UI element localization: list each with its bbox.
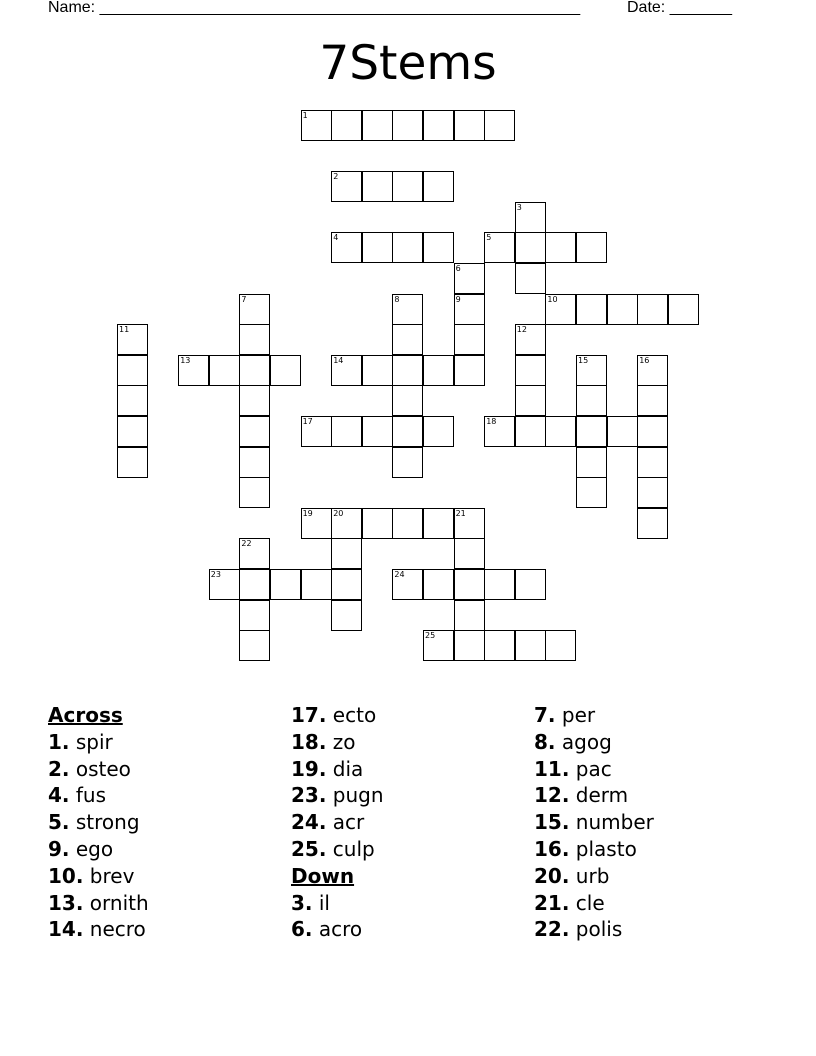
clue-item-number: 10. — [48, 863, 84, 888]
clue-number: 10 — [547, 294, 558, 304]
grid-cell[interactable] — [331, 355, 362, 386]
grid-cell[interactable] — [331, 110, 362, 141]
clue-item — [291, 782, 384, 809]
clue-item-number: 3. — [291, 890, 313, 915]
clue-item-text: agog — [561, 729, 612, 754]
clue-item-number: 19. — [291, 756, 327, 781]
clue-number: 3 — [516, 202, 522, 212]
clue-item-number: 8. — [534, 729, 556, 754]
date-line: _______ — [669, 0, 732, 16]
clues-column-2 — [291, 702, 384, 943]
grid-cell[interactable] — [454, 569, 485, 600]
grid-cell[interactable] — [239, 538, 270, 569]
grid-cell[interactable] — [515, 263, 546, 294]
grid-cell[interactable] — [301, 508, 332, 539]
grid-cell[interactable] — [117, 355, 148, 386]
grid-cell[interactable] — [392, 508, 423, 539]
clue-item-text: per — [561, 703, 596, 727]
grid-cell[interactable] — [545, 232, 576, 263]
grid-cell[interactable] — [239, 477, 270, 508]
grid-cell[interactable] — [239, 416, 270, 447]
grid-cell[interactable] — [239, 600, 270, 631]
grid-cell[interactable] — [515, 355, 546, 386]
grid-cell[interactable] — [239, 447, 270, 478]
grid-cell[interactable] — [209, 569, 240, 600]
grid-cell[interactable] — [454, 355, 485, 386]
clue-item-number: 21. — [534, 890, 570, 915]
grid-cell[interactable] — [362, 416, 393, 447]
clue-item — [291, 890, 384, 917]
clue-number: 7 — [241, 294, 247, 304]
grid-cell[interactable] — [331, 538, 362, 569]
grid-cell[interactable] — [454, 263, 485, 294]
clue-number: 19 — [302, 508, 313, 518]
grid-cell[interactable] — [392, 385, 423, 416]
clue-number: 20 — [333, 508, 344, 518]
grid-cell[interactable] — [515, 232, 546, 263]
grid-cell[interactable] — [484, 569, 515, 600]
grid-cell[interactable] — [576, 232, 607, 263]
grid-cell[interactable] — [637, 508, 668, 539]
clue-item-text: urb — [575, 863, 610, 888]
clue-item-text: strong — [75, 810, 140, 835]
clue-number: 6 — [455, 264, 461, 273]
grid-cell[interactable] — [331, 171, 362, 202]
clue-item — [534, 782, 654, 809]
clue-number: 17 — [302, 417, 313, 426]
clue-item-text: polis — [575, 917, 623, 942]
clue-item-number: 6. — [291, 917, 313, 942]
clue-item-text: cle — [575, 890, 605, 915]
clue-item-text: derm — [575, 783, 629, 808]
clue-item — [48, 916, 149, 943]
grid-cell[interactable] — [239, 569, 270, 600]
clue-number: 13 — [180, 355, 191, 365]
clue-number: 2 — [333, 172, 339, 182]
clue-number: 9 — [455, 294, 461, 304]
clue-item-number: 5. — [48, 810, 70, 835]
grid-cell[interactable] — [392, 110, 423, 141]
clue-item-number: 20. — [534, 863, 570, 888]
grid-cell[interactable] — [607, 294, 638, 325]
grid-cell[interactable] — [576, 294, 607, 325]
grid-cell[interactable] — [117, 447, 148, 478]
clue-item — [534, 863, 654, 890]
clue-item — [534, 729, 654, 756]
clue-number: 5 — [486, 233, 492, 243]
grid-cell[interactable] — [423, 630, 454, 661]
grid-cell[interactable] — [515, 630, 546, 661]
clue-item — [534, 836, 654, 863]
grid-cell[interactable] — [362, 171, 393, 202]
grid-cell[interactable] — [239, 630, 270, 661]
grid-cell[interactable] — [331, 569, 362, 600]
clue-item-number: 7. — [534, 703, 556, 727]
grid-cell[interactable] — [484, 630, 515, 661]
grid-cell[interactable] — [117, 416, 148, 447]
clue-item — [48, 782, 149, 809]
clue-item — [534, 756, 654, 783]
grid-cell[interactable] — [576, 477, 607, 508]
grid-cell[interactable] — [423, 569, 454, 600]
grid-cell[interactable] — [545, 294, 576, 325]
clue-item-text: acr — [332, 810, 365, 835]
grid-cell[interactable] — [423, 355, 454, 386]
clue-item-number: 1. — [48, 729, 70, 754]
clue-item-number: 24. — [291, 810, 327, 835]
grid-cell[interactable] — [423, 110, 454, 141]
grid-cell[interactable] — [637, 447, 668, 478]
grid-cell[interactable] — [607, 416, 638, 447]
clue-item-text: zo — [332, 729, 356, 754]
grid-cell[interactable] — [178, 355, 209, 386]
clue-item-number: 9. — [48, 836, 70, 861]
clue-item — [48, 756, 149, 783]
grid-cell[interactable] — [301, 110, 332, 141]
grid-cell[interactable] — [239, 294, 270, 325]
clue-item-text: acro — [318, 917, 363, 942]
clue-item-number: 25. — [291, 836, 327, 861]
grid-cell[interactable] — [637, 355, 668, 386]
grid-cell[interactable] — [576, 416, 607, 447]
clue-item-text: pugn — [332, 783, 384, 808]
grid-cell[interactable] — [454, 294, 485, 325]
clue-number: 1 — [302, 111, 308, 120]
clue-item-number: 18. — [291, 729, 327, 754]
clue-number: 8 — [394, 294, 400, 304]
clue-item-number: 13. — [48, 890, 84, 915]
clue-item-number: 2. — [48, 756, 70, 781]
clue-item — [48, 836, 149, 863]
clue-number: 23 — [210, 570, 221, 579]
grid-cell[interactable] — [331, 600, 362, 631]
grid-cell[interactable] — [362, 110, 393, 141]
grid-cell[interactable] — [423, 416, 454, 447]
grid-cell[interactable] — [576, 385, 607, 416]
grid-cell[interactable] — [484, 416, 515, 447]
grid-cell[interactable] — [392, 569, 423, 600]
clue-item-number: 15. — [534, 810, 570, 835]
clue-item-text: ego — [75, 836, 114, 861]
clue-number: 16 — [639, 355, 650, 365]
date-label: Date: — [627, 0, 666, 16]
clue-item-text: brev — [89, 863, 135, 888]
clue-number: 21 — [455, 508, 466, 518]
grid-cell[interactable] — [423, 508, 454, 539]
grid-cell[interactable] — [515, 385, 546, 416]
clue-number: 25 — [425, 631, 436, 641]
clue-item — [291, 916, 384, 943]
clue-number: 12 — [516, 325, 527, 335]
grid-cell[interactable] — [576, 355, 607, 386]
clue-item-text: pac — [575, 756, 612, 781]
grid-cell[interactable] — [117, 324, 148, 355]
clue-item — [534, 702, 654, 729]
grid-cell[interactable] — [545, 630, 576, 661]
puzzle-title: 7Stems — [319, 36, 497, 91]
clue-section-header: Across — [48, 703, 123, 727]
grid-cell[interactable] — [637, 385, 668, 416]
clue-item — [48, 863, 149, 890]
clue-item-text: necro — [89, 917, 146, 942]
grid-cell[interactable] — [362, 355, 393, 386]
clue-item — [291, 756, 384, 783]
grid-cell[interactable] — [484, 232, 515, 263]
clue-number: 14 — [333, 355, 344, 365]
grid-cell[interactable] — [454, 538, 485, 569]
clue-item-number: 17. — [291, 703, 327, 727]
grid-cell[interactable] — [637, 294, 668, 325]
clue-item-text: il — [318, 890, 330, 915]
grid-cell[interactable] — [484, 110, 515, 141]
clue-item-number: 23. — [291, 783, 327, 808]
grid-cell[interactable] — [362, 508, 393, 539]
clue-item — [291, 729, 384, 756]
grid-cell[interactable] — [454, 324, 485, 355]
grid-cell[interactable] — [392, 294, 423, 325]
grid-cell[interactable] — [454, 630, 485, 661]
grid-cell[interactable] — [637, 477, 668, 508]
clue-item-number: 12. — [534, 783, 570, 808]
clue-item-number: 16. — [534, 836, 570, 861]
clue-number: 22 — [241, 539, 252, 549]
grid-cell[interactable] — [392, 324, 423, 355]
grid-cell[interactable] — [331, 232, 362, 263]
clue-item — [291, 702, 384, 729]
grid-cell[interactable] — [331, 508, 362, 539]
grid-cell[interactable] — [301, 416, 332, 447]
grid-cell[interactable] — [117, 385, 148, 416]
grid-cell[interactable] — [270, 355, 301, 386]
clue-section-header: Down — [291, 863, 355, 888]
clue-item — [291, 809, 384, 836]
clue-number: 24 — [394, 570, 405, 579]
clues-column-3 — [534, 702, 654, 943]
grid-cell[interactable] — [392, 232, 423, 263]
grid-cell[interactable] — [545, 416, 576, 447]
clue-number: 15 — [578, 355, 589, 365]
clue-item — [48, 729, 149, 756]
clue-item-text: osteo — [75, 756, 131, 781]
grid-cell[interactable] — [392, 447, 423, 478]
clue-item-text: plasto — [575, 836, 637, 861]
clue-item — [48, 809, 149, 836]
clue-item — [534, 809, 654, 836]
clue-item-text: culp — [332, 836, 375, 861]
grid-cell[interactable] — [209, 355, 240, 386]
grid-cell[interactable] — [637, 416, 668, 447]
grid-cell[interactable] — [362, 232, 393, 263]
grid-cell[interactable] — [392, 171, 423, 202]
clue-item-number: 22. — [534, 917, 570, 942]
grid-cell[interactable] — [454, 110, 485, 141]
clue-item — [534, 916, 654, 943]
grid-cell[interactable] — [331, 416, 362, 447]
grid-cell[interactable] — [423, 232, 454, 263]
grid-cell[interactable] — [423, 171, 454, 202]
clue-item-text: ecto — [332, 703, 377, 727]
grid-cell[interactable] — [239, 385, 270, 416]
clue-item — [534, 890, 654, 917]
clue-item-number: 4. — [48, 783, 70, 808]
clue-item-text: dia — [332, 756, 364, 781]
grid-cell[interactable] — [392, 355, 423, 386]
name-label: Name: — [48, 0, 96, 16]
grid-cell[interactable] — [239, 355, 270, 386]
grid-cell[interactable] — [239, 324, 270, 355]
clue-number: 18 — [486, 417, 497, 426]
clue-item-text: ornith — [89, 890, 149, 915]
grid-cell[interactable] — [454, 600, 485, 631]
clue-number: 4 — [333, 233, 339, 243]
clue-number: 11 — [119, 325, 130, 335]
clues-column-1 — [48, 702, 149, 943]
grid-cell[interactable] — [515, 324, 546, 355]
grid-cell[interactable] — [301, 569, 332, 600]
grid-cell[interactable] — [576, 447, 607, 478]
clue-item-text: spir — [75, 729, 113, 754]
grid-cell[interactable] — [392, 416, 423, 447]
grid-cell[interactable] — [270, 569, 301, 600]
grid-cell[interactable] — [668, 294, 699, 325]
clue-item-text: fus — [75, 783, 107, 808]
grid-cell[interactable] — [515, 416, 546, 447]
grid-cell[interactable] — [454, 508, 485, 539]
clue-item-text: number — [575, 810, 654, 835]
grid-cell[interactable] — [515, 202, 546, 233]
clue-item-number: 11. — [534, 756, 570, 781]
clue-item — [48, 890, 149, 917]
grid-cell[interactable] — [515, 569, 546, 600]
clue-item-number: 14. — [48, 917, 84, 942]
name-line: ______________________________________________________ — [99, 0, 581, 16]
clue-item — [291, 836, 384, 863]
